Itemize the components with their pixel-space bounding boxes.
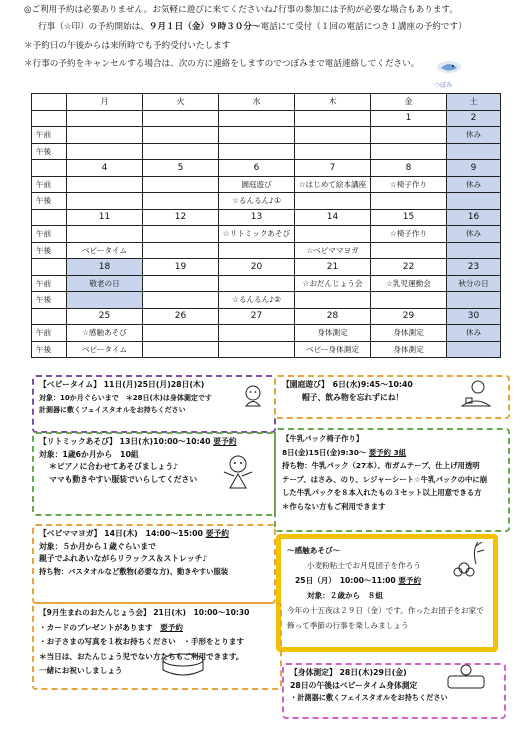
day-wed: 水 [219, 94, 295, 111]
event-cell: ☆感触あそび [67, 325, 143, 342]
yoga-target: 対象：５か月から１歳ぐらいまで [39, 541, 156, 551]
event-cell: 休み [447, 127, 501, 144]
event-cell: ☆はじめて絵本講座 [295, 176, 371, 193]
milk-chair-items-3: した牛乳パックを８本入れたもの３セット以上用意できる方 [282, 488, 482, 497]
birthday-title: 【9月生まれのおたんじょう会】 21日(木) 10:00〜10:30 [39, 608, 250, 617]
rhythmic-note: ＊ピアノに合わせてあそびましょう♪ [49, 462, 179, 471]
date-cell: 19 [143, 259, 219, 276]
event-cell: ベビー身体測定 [295, 341, 371, 358]
birthday-present-text: ・カードのプレゼントがあります [39, 622, 153, 632]
birthday-celebrate: 一緒にお祝いしましょう [39, 666, 123, 675]
day-sat: 土 [447, 94, 501, 111]
date-cell: 5 [143, 160, 219, 177]
event-cell: 休み [447, 325, 501, 342]
measurement-towel: ・計測器に敷くフェイスタオルをお持ちください [290, 693, 448, 702]
event-cell: 身体測定 [295, 325, 371, 342]
milk-chair-box [274, 428, 510, 532]
notice-line-2 [38, 21, 467, 33]
am-label: 午前 [32, 226, 67, 243]
event-cell: 身体測定 [371, 325, 447, 342]
date-cell: 14 [295, 209, 371, 226]
event-cell [219, 325, 295, 342]
event-cell [219, 341, 295, 358]
event-cell [143, 193, 219, 210]
date-cell: 16 [447, 209, 501, 226]
event-cell [143, 341, 219, 358]
am-label: 午前 [32, 127, 67, 144]
notice-line-2-suffix: 電話にて受付（１回の電話につき１講座の予約です） [260, 22, 467, 32]
tsubomi-logo [432, 58, 466, 80]
notice-line-2-prefix: 行事（☆印）の予約開始は、 [38, 22, 149, 32]
tactile-play-title: 〜感触あそび〜 [287, 546, 341, 555]
pm-label: 午後 [32, 292, 67, 309]
event-cell [447, 242, 501, 259]
week-3-label [32, 209, 67, 226]
notice-line-1: ◎ご利用予約は必要ありません。お気軽に遊びに来てくださいね♪行事の参加には予約が必要な場合もあります。 [24, 5, 458, 15]
event-cell: ベビータイム [67, 242, 143, 259]
milk-chair-items: 持ち物：牛乳パック（27本）、布ガムテープ、仕上げ用透明 [282, 461, 480, 470]
event-cell [295, 292, 371, 309]
event-cell [67, 226, 143, 243]
event-cell [143, 275, 219, 292]
date-cell: 1 [371, 110, 447, 127]
event-cell: ☆椅子作り [371, 176, 447, 193]
baby-time-target: 対象：10か月ぐらいまで ＊28日(木)は身体測定です [39, 393, 212, 402]
event-cell [143, 176, 219, 193]
am-label: 午前 [32, 275, 67, 292]
birthday-photo: ・お子さまの写真を１枚お持ちください ・手形をとります [39, 637, 245, 646]
date-cell: 2 [447, 110, 501, 127]
tactile-play-reserve: 要予約 [398, 576, 422, 585]
baby-icon [238, 382, 268, 412]
tactile-play-subtitle: 小麦粉粘土でお月見団子を作ろう [307, 561, 421, 570]
event-cell [295, 127, 371, 144]
pm-label: 午後 [32, 193, 67, 210]
event-cell: ☆おだんじょう会 [295, 275, 371, 292]
date-cell: 7 [295, 160, 371, 177]
notice-line-4: ＊行事の予約をキャンセルする場合は、次の方に連絡をしますのでつぼみまで電話連絡してください。 [24, 59, 420, 69]
event-cell [67, 193, 143, 210]
measurement-title: 【身体測定】 28日(木)29日(金) [290, 668, 407, 677]
event-cell: ベビータイム [67, 341, 143, 358]
birthday-reserve: 要予約 [160, 622, 183, 632]
week-1-label [32, 110, 67, 127]
event-cell [67, 143, 143, 160]
event-cell [219, 275, 295, 292]
event-cell [143, 127, 219, 144]
milk-chair-date-text: 8日(金)15日(金)9:30〜 [282, 447, 367, 457]
event-cell [143, 292, 219, 309]
day-thu: 木 [295, 94, 371, 111]
date-cell: 26 [143, 308, 219, 325]
event-cell [447, 292, 501, 309]
event-cell [295, 226, 371, 243]
pm-label: 午後 [32, 242, 67, 259]
week-4-label [32, 259, 67, 276]
event-cell [371, 242, 447, 259]
yoga-title-text: 【ベビママヨガ】 14日(木) 14:00〜15:00 [39, 529, 203, 538]
date-cell: 28 [295, 308, 371, 325]
rhythmic-title-text: 【リトミックあそび】 13日(水)10:00〜10:40 [39, 437, 211, 446]
baby-time-title: 【ベビータイム】 11日(月)25日(月)28日(木) [39, 380, 205, 389]
birthday-present [39, 621, 275, 636]
date-cell [143, 110, 219, 127]
date-cell-holiday: 18 [67, 259, 143, 276]
day-fri: 金 [371, 94, 447, 111]
day-mon: 月 [67, 94, 143, 111]
tactile-play-note: 今年の十五夜は２９日（金）です。作ったお団子をお家で [287, 606, 484, 615]
week-2-label [32, 160, 67, 177]
date-cell [295, 110, 371, 127]
milk-chair-items-2: テープ、はさみ、のり、レジャーシート☆牛乳パックの中に崩 [282, 474, 488, 484]
milk-chair-title: 【牛乳パック椅子作り】 [282, 434, 364, 443]
measurement-note: 28日の午後はベビータイム身体測定 [290, 680, 418, 690]
date-cell: 21 [295, 259, 371, 276]
rhythmic-target: 対象：1歳6か月から 10組 [39, 449, 139, 459]
date-cell: 22 [371, 259, 447, 276]
event-cell [143, 242, 219, 259]
event-cell [447, 193, 501, 210]
event-cell [143, 325, 219, 342]
yoga-title [39, 528, 269, 541]
event-cell [219, 127, 295, 144]
date-cell: 9 [447, 160, 501, 177]
baby-time-note: 計測器に敷くフェイスタオルをお持ちください [39, 406, 186, 414]
event-cell: ☆乳児運動会 [371, 275, 447, 292]
yoga-items: 持ち物：バスタオルなど敷物(必要な方)、動きやすい服装 [39, 566, 229, 576]
date-cell: 15 [371, 209, 447, 226]
event-cell [143, 226, 219, 243]
event-cell [447, 143, 501, 160]
date-cell [219, 110, 295, 127]
event-cell: 敬老の日 [67, 275, 143, 292]
event-cell [143, 143, 219, 160]
date-cell: 27 [219, 308, 295, 325]
milk-chair-date [282, 446, 502, 460]
event-cell: ☆椅子作り [371, 226, 447, 243]
date-cell: 29 [371, 308, 447, 325]
moon-dango-icon [440, 538, 488, 578]
event-cell: ☆ベビママヨガ [295, 242, 371, 259]
milk-chair-reserve: 要予約 3組 [368, 447, 407, 457]
date-cell: 4 [67, 160, 143, 177]
event-cell [371, 193, 447, 210]
yoga-box [32, 524, 276, 604]
date-cell: 30 [447, 308, 501, 325]
date-cell: 8 [371, 160, 447, 177]
date-cell: 6 [219, 160, 295, 177]
garden-play-note: 帽子、飲み物を忘れずにね！ [302, 392, 404, 402]
event-cell [219, 242, 295, 259]
corner-cell [32, 94, 67, 111]
event-cell [67, 292, 143, 309]
event-cell: 身体測定 [371, 341, 447, 358]
event-cell: 秋分の日 [447, 275, 501, 292]
child-dancing-icon [220, 452, 256, 492]
date-cell: 20 [219, 259, 295, 276]
event-cell: ☆リトミックあそび [219, 226, 295, 243]
event-cell: ☆るんるん♪② [219, 292, 295, 309]
event-cell [371, 143, 447, 160]
date-cell: 12 [143, 209, 219, 226]
event-cell: 休み [447, 176, 501, 193]
sandbox-icon [458, 378, 492, 410]
milk-chair-note: ＊作らない方もご利用できます [282, 501, 386, 511]
am-label: 午前 [32, 325, 67, 342]
event-cell [447, 341, 501, 358]
september-calendar [31, 93, 501, 358]
garden-play-title: 【園庭遊び】 6日(水)9:45〜10:40 [282, 380, 413, 389]
birthday-box [32, 602, 282, 690]
tactile-play-date-text: 25日（月） 10:00〜11:00 [295, 576, 396, 585]
event-cell [67, 176, 143, 193]
logo-text: つぼみ [434, 82, 453, 89]
event-cell [67, 127, 143, 144]
event-cell [371, 292, 447, 309]
event-cell [295, 143, 371, 160]
tactile-play-target: 対象：２歳から ８組 [307, 591, 383, 600]
week-5-label [32, 308, 67, 325]
am-label: 午前 [32, 176, 67, 193]
day-tue: 火 [143, 94, 219, 111]
event-cell [371, 127, 447, 144]
event-cell: 休み [447, 226, 501, 243]
date-cell: 13 [219, 209, 295, 226]
notice-line-3: ＊予約日の午後からは来所時でも予約受付いたします [24, 41, 231, 51]
yoga-reserve: 要予約 [205, 529, 230, 538]
rhythmic-reserve: 要予約 [213, 437, 237, 446]
event-cell: ☆るんるん♪① [219, 193, 295, 210]
pm-label: 午後 [32, 143, 67, 160]
event-cell [295, 193, 371, 210]
pm-label: 午後 [32, 341, 67, 358]
scale-icon [444, 662, 488, 692]
rhythmic-title [39, 436, 269, 449]
rhythmic-clothing: ママも動きやすい服装でいらしてください [49, 474, 198, 484]
yoga-desc: 親子でふれあいながらリラックス＆ストレッチ♪ [39, 554, 208, 563]
tactile-play-note-2: 飾って季節の行事を楽しみましょう [287, 621, 409, 630]
date-cell: 11 [67, 209, 143, 226]
date-cell: 23 [447, 259, 501, 276]
reservation-start: ９月１日（金）９時３０分〜 [148, 22, 261, 32]
date-cell [67, 110, 143, 127]
birthday-note: ＊当日は、おたんじょう児でない方たちもご利用できます。 [39, 651, 244, 661]
birthday-cake-icon [158, 648, 208, 678]
date-cell: 25 [67, 308, 143, 325]
event-cell [219, 143, 295, 160]
event-cell: 園庭遊び [219, 176, 295, 193]
